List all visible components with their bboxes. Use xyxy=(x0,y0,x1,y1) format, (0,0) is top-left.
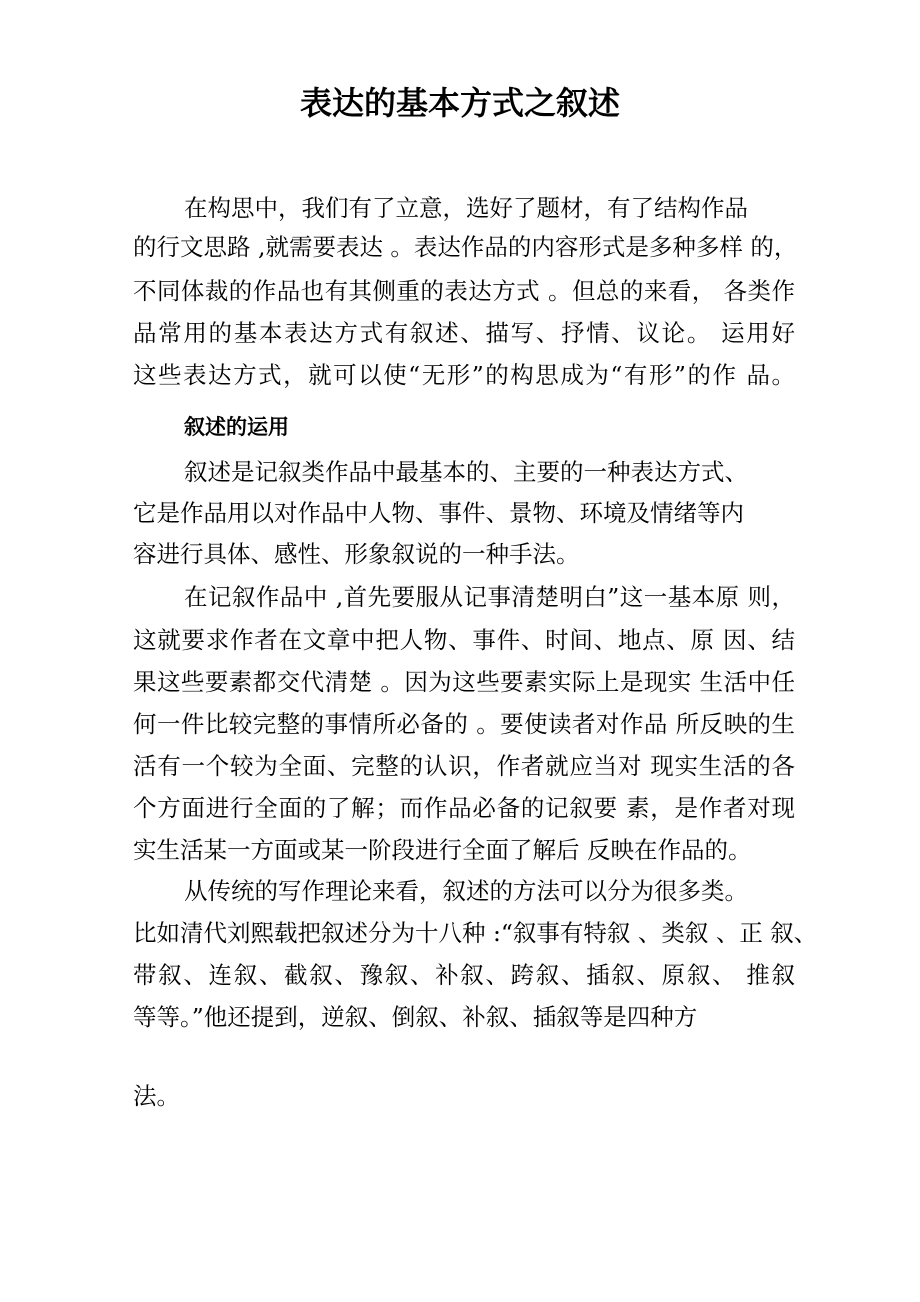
para1-line-2: 它是作品用以对作品中人物、事件、景物、环境及情绪等内 xyxy=(133,499,744,527)
intro-line-5: 这些表达方式，就可以使“无形”的构思成为“有形”的作 品。 xyxy=(133,361,795,389)
para1-line-3: 容进行具体、感性、形象叙说的一种手法。 xyxy=(133,540,580,568)
para2-line-2: 这就要求作者在文章中把人物、事件、时间、地点、原 因、结 xyxy=(133,626,795,654)
para2-line-7: 实生活某一方面或某一阶段进行全面了解后 反映在作品的。 xyxy=(133,836,752,864)
para2-line-5: 活有一个较为全面、完整的认识，作者就应当对 现实生活的各 xyxy=(133,752,795,780)
para2-line-4: 何一件比较完整的事情所必备的 。要使读者对作品 所反映的生 xyxy=(133,710,795,738)
intro-line-1: 在构思中，我们有了立意，选好了题材，有了结构作品 xyxy=(184,194,748,222)
intro-line-3: 不同体裁的作品也有其侧重的表达方式 。但总的来看， 各类作 xyxy=(133,277,795,305)
para3-line-1: 从传统的写作理论来看，叙述的方法可以分为很多类。 xyxy=(184,877,748,905)
para3-line-3: 带叙、连叙、截叙、豫叙、补叙、跨叙、插叙、原叙、 推叙 xyxy=(133,961,795,989)
intro-line-4: 品常用的基本表达方式有叙述、描写、抒情、议论。 运用好 xyxy=(133,319,795,347)
final-line: 法。 xyxy=(133,1082,180,1110)
para1-line-1: 叙述是记叙类作品中最基本的、主要的一种表达方式、 xyxy=(184,458,748,486)
para3-line-2: 比如清代刘熙载把叙述分为十八种 :“叙事有特叙 、类叙 、正 叙、 xyxy=(133,919,818,947)
para2-line-1: 在记叙作品中 ,首先要服从记事清楚明白”这一基本原 则， xyxy=(184,583,795,611)
para2-line-6: 个方面进行全面的了解；而作品必备的记叙要 素，是作者对现 xyxy=(133,794,795,822)
intro-line-2: 的行文思路 ,就需要表达 。表达作品的内容形式是多种多样 的， xyxy=(133,233,798,261)
para2-line-3: 果这些要素都交代清楚 。因为这些要素实际上是现实 生活中任 xyxy=(133,668,795,696)
para3-line-4: 等等。”他还提到，逆叙、倒叙、补叙、插叙等是四种方 xyxy=(133,1003,698,1031)
section-heading: 叙述的运用 xyxy=(184,415,289,439)
page-title: 表达的基本方式之叙述 xyxy=(299,84,620,122)
